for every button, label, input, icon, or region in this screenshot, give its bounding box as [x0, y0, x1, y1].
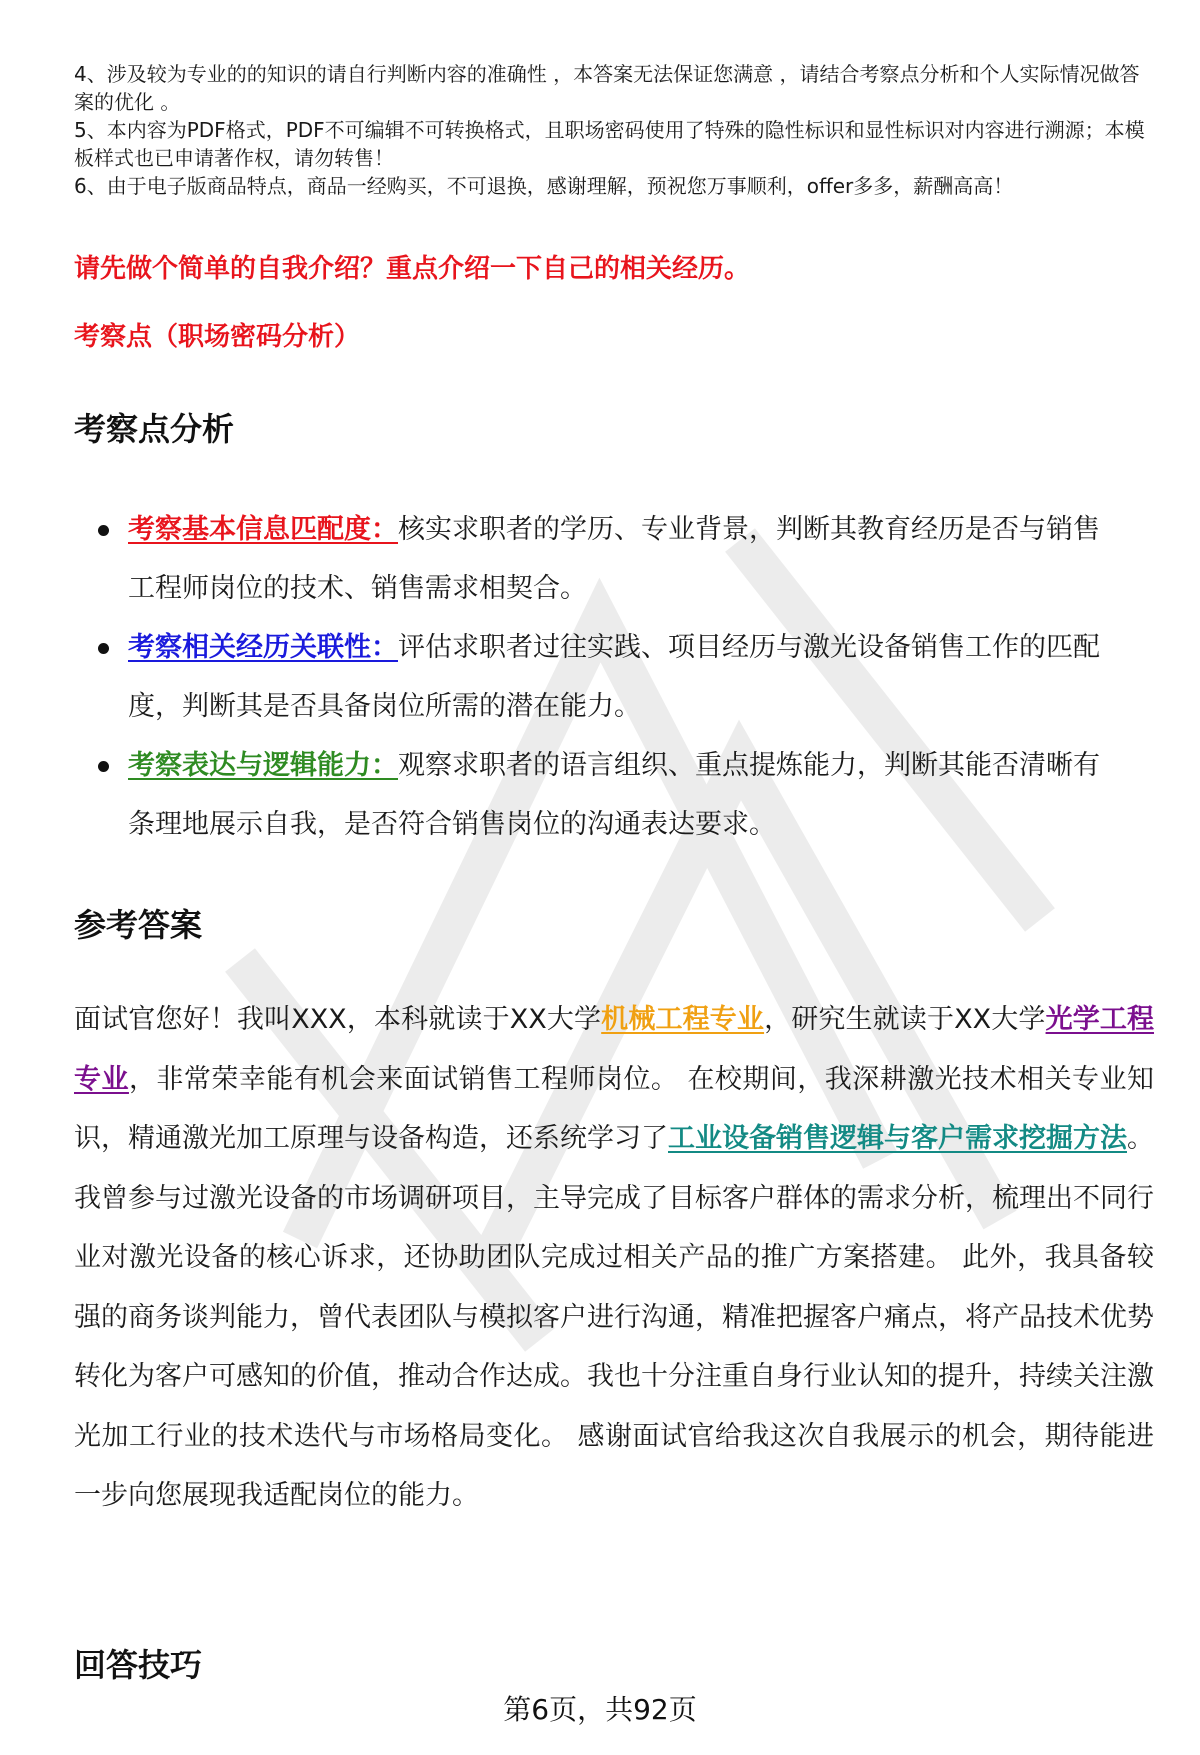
answer-text-1: 面试官您好！我叫XXX，本科就读于XX大学: [74, 1004, 602, 1035]
analysis-list: [98, 500, 1118, 854]
analysis-keyword: 考察表达与逻辑能力：: [128, 750, 398, 781]
reference-answer: [74, 990, 1154, 1526]
analysis-text: 观察求职者的语言组织、重点提炼能力，判断其能否清晰有条理地展示自我，是否符合销售岗位的沟通表达要求。: [128, 750, 1100, 840]
analysis-item-experience: [98, 618, 1118, 736]
answer-text-3: ，非常荣幸能有机会来面试销售工程师岗位。 在校期间，我深耕激光技术相关专业知识，精通激光加工原理与设备构造，还系统学习了: [74, 1063, 1154, 1154]
answer-text-4: 。我曾参与过激光设备的市场调研项目，主导完成了目标客户群体的需求分析，梳理出不同行业对激光设备的核心诉求，还协助团队完成过相关产品的推广方案搭建。 此外，我具备较强的商务谈判能力，曾代表团队与模拟客户进行沟通，精准把握客户痛点，将产品技术优势转化为客户可感知的价值，推动合作达成。我也十分注重自身行业认知的提升，持续关注激光加工行业的技术迭代与市场格局变化。 感谢面试官给我这次自我展示的机会，期待能进一步向您展现我适配岗位的能力。: [74, 1123, 1154, 1511]
disclaimer-notes: [74, 60, 1154, 200]
analysis-item-expression: [98, 736, 1118, 854]
note-6: 6、由于电子版商品特点，商品一经购买，不可退换，感谢理解，预祝您万事顺利，offer多多，薪酬高高！: [74, 174, 1014, 198]
page-indicator: 第6页，共92页: [503, 1693, 697, 1726]
analysis-heading: 考察点分析: [74, 410, 235, 448]
bullet-icon: [98, 525, 109, 536]
highlight-mechanical-engineering: 机械工程专业: [601, 1004, 765, 1035]
exam-point-label: 考察点（职场密码分析）: [74, 322, 361, 352]
tips-heading: 回答技巧: [74, 1646, 203, 1684]
bullet-icon: [98, 643, 109, 654]
interview-question: 请先做个简单的自我介绍？重点介绍一下自己的相关经历。: [74, 254, 751, 284]
analysis-text: 评估求职者过往实践、项目经历与激光设备销售工作的匹配度，判断其是否具备岗位所需的潜在能力。: [128, 632, 1100, 722]
answer-heading: 参考答案: [74, 906, 203, 944]
analysis-keyword: 考察相关经历关联性：: [128, 632, 398, 663]
answer-text-2: ，研究生就读于XX大学: [764, 1004, 1046, 1035]
highlight-optical-engineering: 光学工程专业: [74, 1004, 1155, 1095]
highlight-sales-logic: 工业设备销售逻辑与客户需求挖掘方法: [668, 1123, 1127, 1154]
note-5: 5、本内容为PDF格式，PDF不可编辑不可转换格式，且职场密码使用了特殊的隐性标识和显性标识对内容进行溯源；本模板样式也已申请著作权，请勿转售！: [74, 118, 1145, 170]
bullet-icon: [98, 761, 109, 772]
analysis-keyword: 考察基本信息匹配度：: [128, 514, 398, 545]
analysis-item-basic-info: [98, 500, 1118, 618]
note-4: 4、涉及较为专业的的知识的请自行判断内容的准确性 ，本答案无法保证您满意 ，请结合考察点分析和个人实际情况做答案的优化 。: [74, 62, 1140, 114]
analysis-text: 核实求职者的学历、专业背景，判断其教育经历是否与销售工程师岗位的技术、销售需求相契合。: [128, 514, 1100, 604]
